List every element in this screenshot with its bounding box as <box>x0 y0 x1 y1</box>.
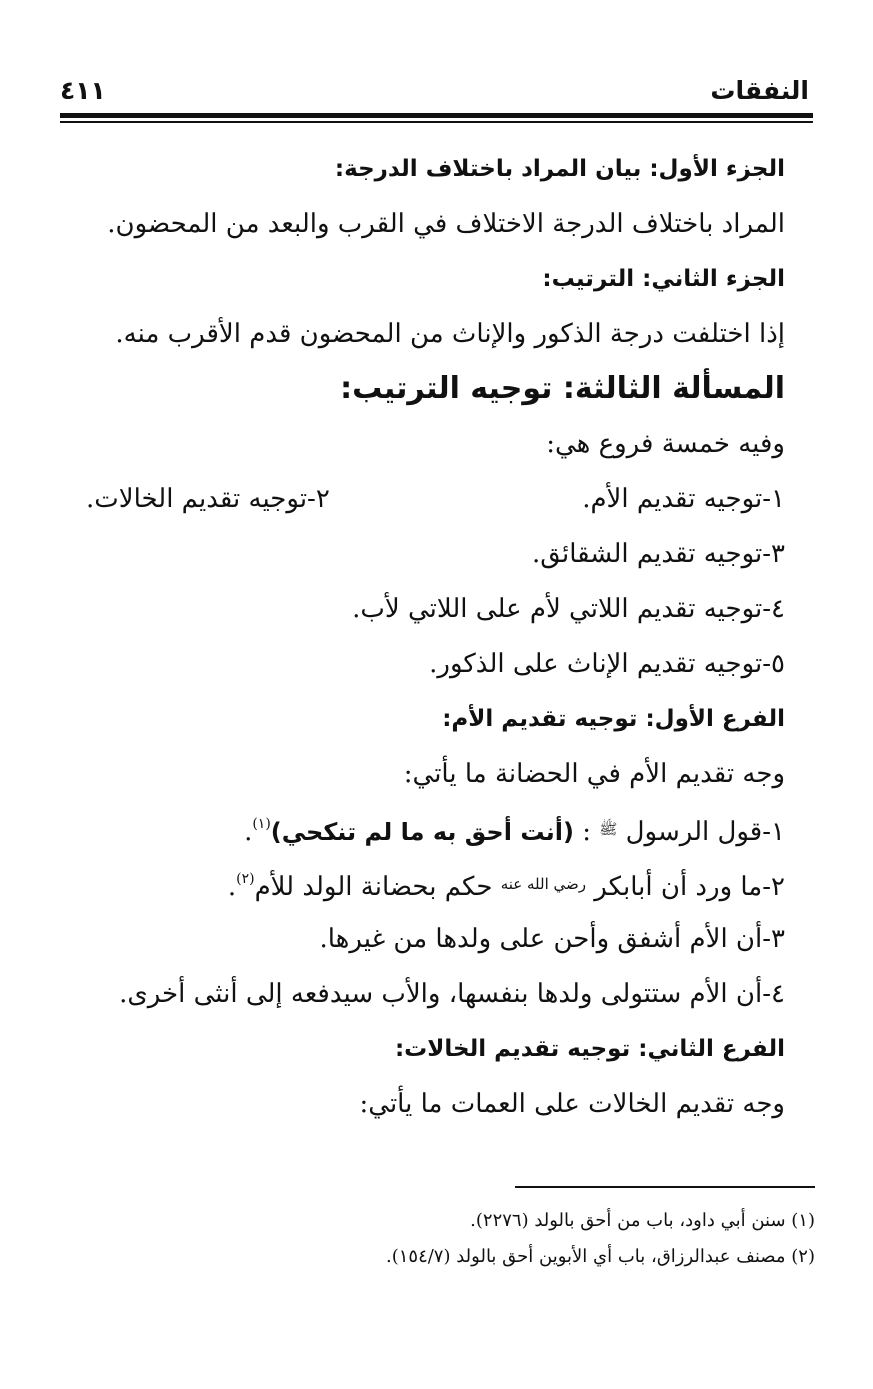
list-item-pair <box>80 475 785 530</box>
subheading-part-one: الجزء الأول: بيان المراد باختلاف الدرجة: <box>334 156 785 182</box>
list-item: ٣-أن الأم أشفق وأحن على ولدها من غيرها. <box>319 924 785 954</box>
paragraph: وجه تقديم الخالات على العمات ما يأتي: <box>359 1089 785 1119</box>
running-title: النفقات <box>710 76 809 105</box>
list-item: ٤-أن الأم ستتولى ولدها بنفسها، والأب سيدفعه إلى أنثى أخرى. <box>119 979 785 1009</box>
honorific-glyph: ﷺ <box>599 820 618 838</box>
header-rule-thin <box>60 121 813 123</box>
footnote-separator <box>515 1186 815 1188</box>
list-item-hadith: ١-قول الرسول $^ﷺ$ : (أنت أحق به ما لم تنكحي)$^{(١)}$. <box>244 816 785 847</box>
paragraph: وجه تقديم الأم في الحضانة ما يأتي: <box>403 759 785 789</box>
paragraph: إذا اختلفت درجة الذكور والإناث من المحضون قدم الأقرب منه. <box>115 319 785 349</box>
paragraph: وفيه خمسة فروع هي: <box>546 429 785 459</box>
list-item: ٢-توجيه تقديم الخالات. <box>86 484 330 514</box>
paragraph: المراد باختلاف الدرجة الاختلاف في القرب والبعد من المحضون. <box>107 209 785 239</box>
footnotes <box>386 1203 815 1275</box>
list-item: ٤-توجيه تقديم اللاتي لأم على اللاتي لأب. <box>352 594 785 624</box>
list-item: ١-توجيه تقديم الأم. <box>582 484 785 514</box>
list-item: ٣-توجيه تقديم الشقائق. <box>532 539 785 569</box>
list-item: ٥-توجيه تقديم الإناث على الذكور. <box>429 649 785 679</box>
page-number: ٤١١ <box>60 76 106 105</box>
subheading-part-two: الجزء الثاني: الترتيب: <box>542 266 785 292</box>
subheading-branch-two: الفرع الثاني: توجيه تقديم الخالات: <box>394 1036 785 1062</box>
footnote: (١) سنن أبي داود، باب من أحق بالولد (٢٢٧٦). <box>470 1210 815 1231</box>
footnote: (٢) مصنف عبدالرزاق، باب أي الأبوين أحق بالولد (١٥٤/٧). <box>385 1246 815 1267</box>
heading-third-issue: المسألة الثالثة: توجيه الترتيب: <box>340 371 785 406</box>
honorific-glyph: رضي الله عنه <box>500 875 586 893</box>
list-item: ٢-ما ورد أن أبابكر $^{رضي الله عنه}$ حكم بحضانة الولد للأم$^{(٢)}$. <box>227 871 785 902</box>
header-rule-thick <box>60 113 813 118</box>
subheading-branch-one: الفرع الأول: توجيه تقديم الأم: <box>442 706 785 732</box>
footnote-ref: (١) <box>252 816 271 832</box>
body-text <box>80 145 785 1135</box>
hadith-quote: (أنت أحق به ما لم تنكحي) <box>270 818 574 846</box>
footnote-ref: (٢) <box>236 871 255 887</box>
